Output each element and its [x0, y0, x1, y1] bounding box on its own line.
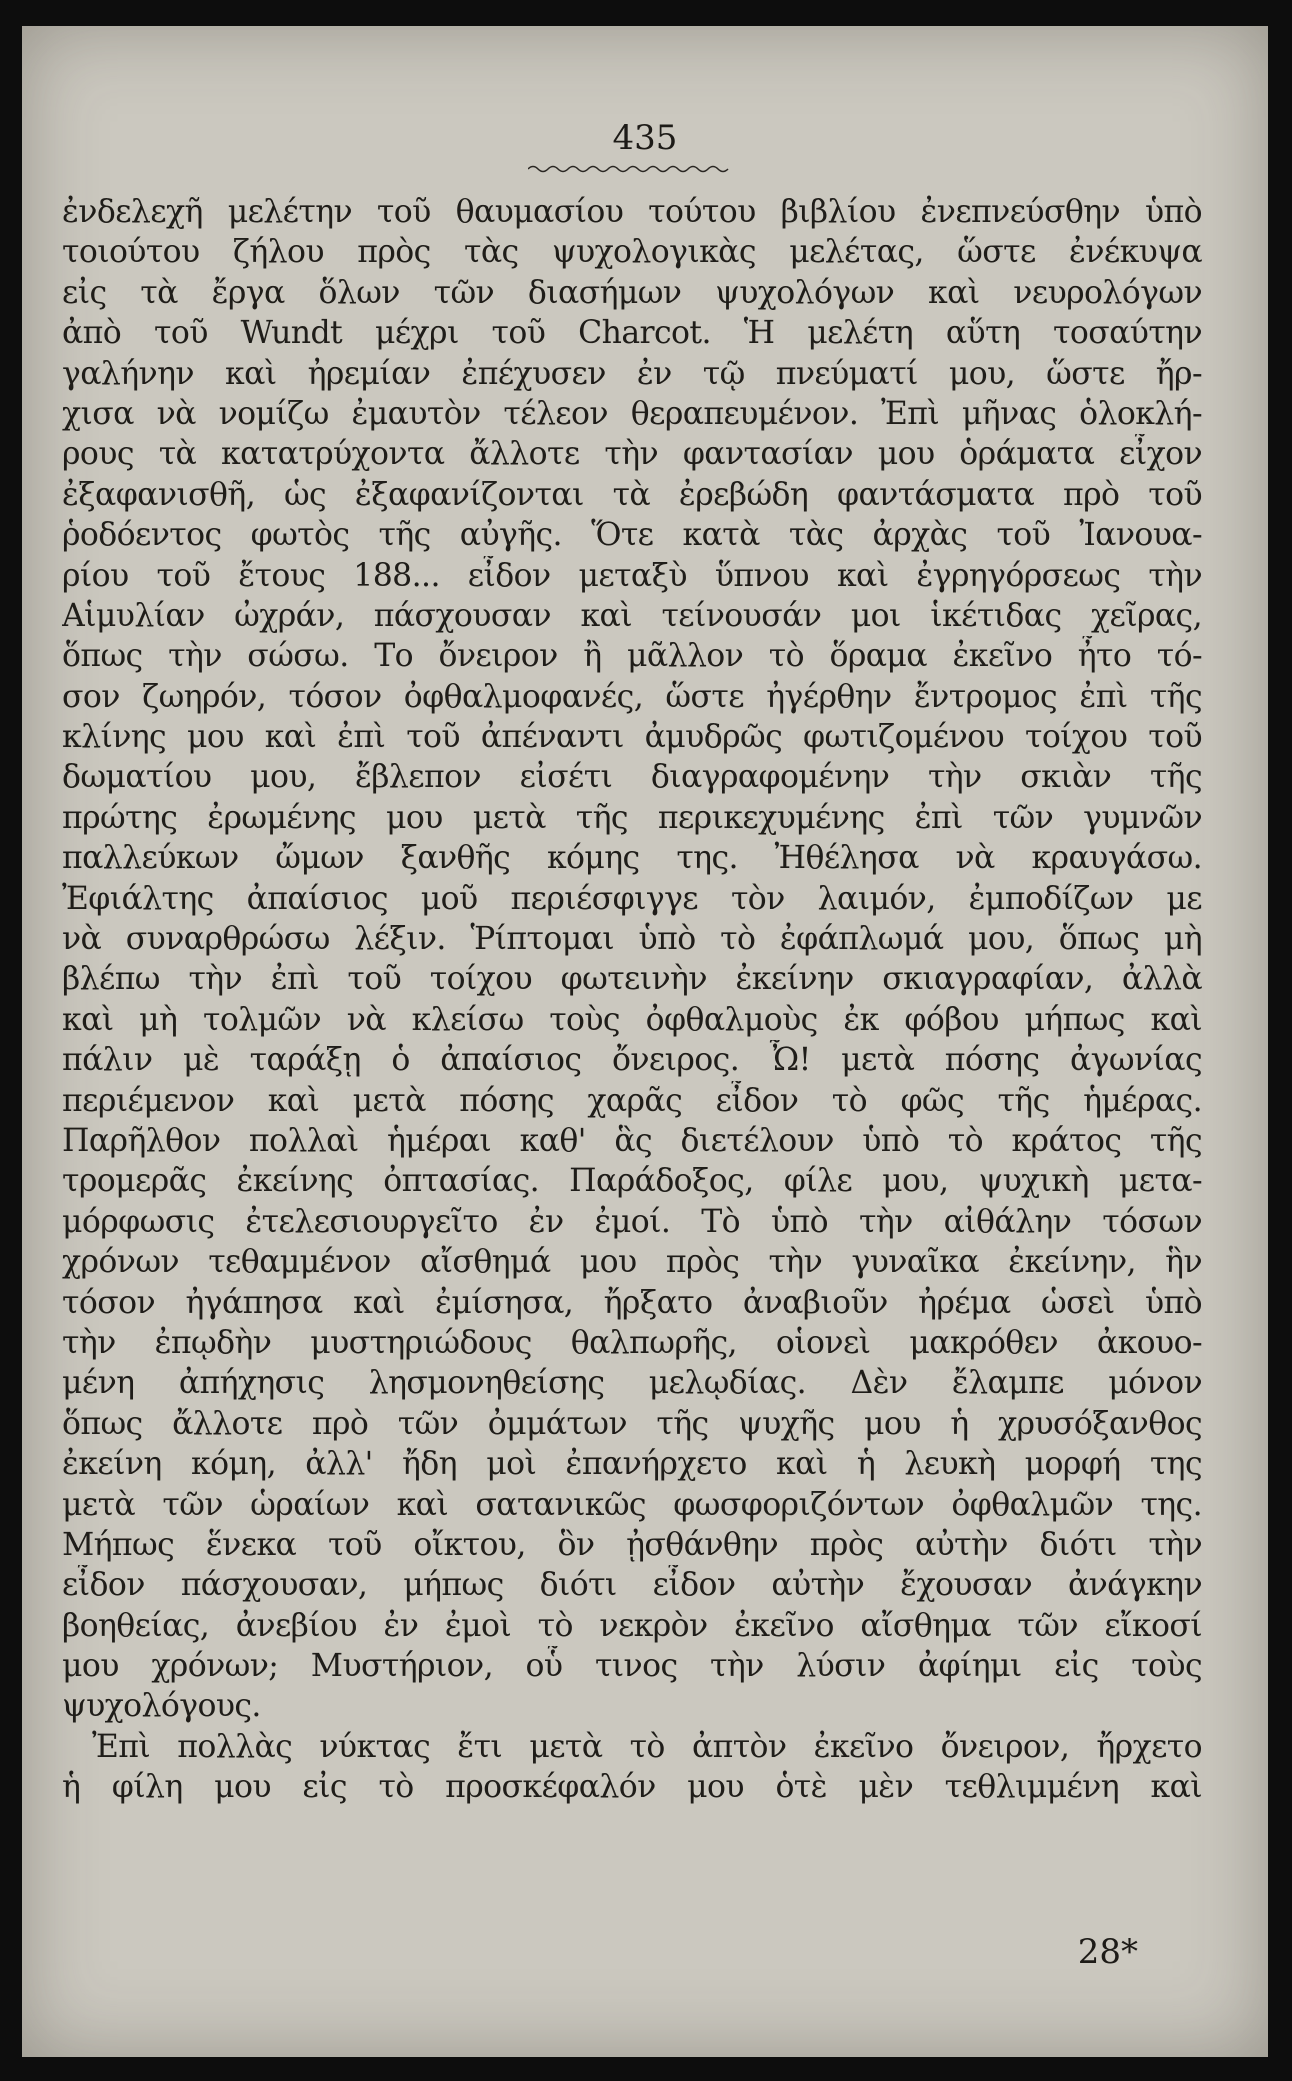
text-line: γαλήνην καὶ ἠρεμίαν ἐπέχυσεν ἐν τῷ πνεύματί μου, ὥστε ἤρ-: [62, 355, 1202, 392]
text-line: παλλεύκων ὤμων ξανθῆς κόμης της. Ἠθέλησα νὰ κραυγάσω.: [62, 840, 1202, 877]
text-line: ρους τὰ κατατρύχοντα ἄλλοτε τὴν φαντασίαν μου ὁράματα εἶχον: [62, 436, 1202, 473]
text-line: καὶ μὴ τολμῶν νὰ κλείσω τοὺς ὀφθαλμοὺς ἐκ φόβου μήπως καὶ: [62, 1001, 1202, 1038]
text-line: πρώτης ἐρωμένης μου μετὰ τῆς περικεχυμένης ἐπὶ τῶν γυμνῶν: [62, 799, 1202, 836]
text-line: Αἱμυλίαν ὠχράν, πάσχουσαν καὶ τείνουσάν μοι ἱκέτιδας χεῖρας,: [62, 597, 1202, 634]
text-line: τόσον ἠγάπησα καὶ ἐμίσησα, ἤρξατο ἀναβιοῦν ἠρέμα ὡσεὶ ὑπὸ: [62, 1284, 1202, 1321]
text-line: τὴν ἐπῳδὴν μυστηριώδους θαλπωρῆς, οἱονεὶ μακρόθεν ἀκουο-: [62, 1324, 1202, 1361]
text-line: μόρφωσις ἐτελεσιουργεῖτο ἐν ἐμοί. Τὸ ὑπὸ τὴν αἰθάλην τόσων: [62, 1203, 1202, 1240]
text-line: ἐνδελεχῆ μελέτην τοῦ θαυμασίου τούτου βιβλίου ἐνεπνεύσθην ὑπὸ: [62, 194, 1202, 230]
text-line: ὅπως τὴν σώσω. Το ὄνειρον ἢ μᾶλλον τὸ ὅραμα ἐκεῖνο ἦτο τό-: [62, 638, 1202, 675]
signature-mark: 28*: [1077, 1932, 1138, 1972]
text-line: ἡ φίλη μου εἰς τὸ προσκέφαλόν μου ὁτὲ μὲν τεθλιμμένη καὶ: [62, 1769, 1202, 1806]
text-line: τοιούτου ζήλου πρὸς τὰς ψυχολογικὰς μελέτας, ὥστε ἐνέκυψα: [62, 234, 1202, 271]
text-line: μετὰ τῶν ὡραίων καὶ σατανικῶς φωσφοριζόντων ὀφθαλμῶν της.: [62, 1486, 1202, 1523]
text-line: σον ζωηρόν, τόσον ὀφθαλμοφανές, ὥστε ἠγέρθην ἔντρομος ἐπὶ τῆς: [62, 678, 1202, 715]
book-page: [22, 26, 1268, 2057]
text-line: χρόνων τεθαμμένον αἴσθημά μου πρὸς τὴν γυναῖκα ἐκείνην, ἣν: [62, 1244, 1202, 1281]
text-line: Ἐφιάλτης ἀπαίσιος μοῦ περιέσφιγγε τὸν λαιμόν, ἐμποδίζων με: [62, 880, 1202, 917]
text-line: ὅπως ἄλλοτε πρὸ τῶν ὀμμάτων τῆς ψυχῆς μου ἡ χρυσόξανθος: [62, 1405, 1202, 1442]
text-line: ρίου τοῦ ἔτους 188... εἶδον μεταξὺ ὕπνου καὶ ἐγρηγόρσεως τὴν: [62, 557, 1202, 594]
text-line: κλίνης μου καὶ ἐπὶ τοῦ ἀπέναντι ἀμυδρῶς φωτιζομένου τοίχου τοῦ: [62, 719, 1202, 756]
text-line: χισα νὰ νομίζω ἐμαυτὸν τέλεον θεραπευμένον. Ἐπὶ μῆνας ὁλοκλή-: [62, 395, 1202, 432]
text-line: νὰ συναρθρώσω λέξιν. Ῥίπτομαι ὑπὸ τὸ ἐφάπλωμά μου, ὅπως μὴ: [62, 921, 1202, 958]
text-line: ῥοδόεντος φωτὸς τῆς αὐγῆς. Ὅτε κατὰ τὰς ἀρχὰς τοῦ Ἰανουα-: [62, 517, 1202, 554]
text-line: εἰς τὰ ἔργα ὅλων τῶν διασήμων ψυχολόγων καὶ νευρολόγων: [62, 274, 1202, 311]
page-number-underline-ornament: [528, 164, 733, 174]
text-line: περιέμενον καὶ μετὰ πόσης χαρᾶς εἶδον τὸ φῶς τῆς ἡμέρας.: [62, 1082, 1202, 1119]
text-line: πάλιν μὲ ταράξῃ ὁ ἀπαίσιος ὄνειρος. Ὦ! μετὰ πόσης ἀγωνίας: [62, 1042, 1202, 1079]
text-line: μένη ἀπήχησις λησμονηθείσης μελῳδίας. Δὲν ἔλαμπε μόνον: [62, 1365, 1202, 1402]
text-line: ἐξαφανισθῆ, ὡς ἐξαφανίζονται τὰ ἐρεβώδη φαντάσματα πρὸ τοῦ: [62, 476, 1202, 513]
text-line: εἶδον πάσχουσαν, μήπως διότι εἶδον αὐτὴν ἔχουσαν ἀνάγκην: [62, 1567, 1202, 1604]
text-line: Μήπως ἕνεκα τοῦ οἴκτου, ὃν ᾐσθάνθην πρὸς αὐτὴν διότι τὴν: [62, 1526, 1202, 1563]
text-line: βλέπω τὴν ἐπὶ τοῦ τοίχου φωτεινὴν ἐκείνην σκιαγραφίαν, ἀλλὰ: [62, 961, 1202, 998]
body-text: [62, 192, 1202, 1808]
text-line: τρομερᾶς ἐκείνης ὀπτασίας. Παράδοξος, φίλε μου, ψυχικὴ μετα-: [62, 1163, 1202, 1200]
text-line: δωματίου μου, ἔβλεπον εἰσέτι διαγραφομένην τὴν σκιὰν τῆς: [62, 759, 1202, 796]
text-line: ἐκείνη κόμη, ἀλλ' ἤδη μοὶ ἐπανήρχετο καὶ ἡ λευκὴ μορφή της: [62, 1446, 1202, 1483]
text-line: Παρῆλθον πολλαὶ ἡμέραι καθ' ἃς διετέλουν ὑπὸ τὸ κράτος τῆς: [62, 1122, 1202, 1159]
text-line: βοηθείας, ἀνεβίου ἐν ἐμοὶ τὸ νεκρὸν ἐκεῖνο αἴσθημα τῶν εἴκοσί: [62, 1607, 1202, 1644]
text-line: μου χρόνων; Μυστήριον, οὗ τινος τὴν λύσιν ἀφίημι εἰς τοὺς: [62, 1648, 1202, 1685]
page-number: 435: [612, 118, 678, 158]
text-line: Ἐπὶ πολλὰς νύκτας ἔτι μετὰ τὸ ἀπτὸν ἐκεῖνο ὄνειρον, ἤρχετο: [92, 1728, 1202, 1765]
text-line: ψυχολόγους.: [62, 1688, 261, 1725]
text-line: ἀπὸ τοῦ Wundt μέχρι τοῦ Charcot. Ἡ μελέτη αὕτη τοσαύτην: [62, 315, 1202, 352]
